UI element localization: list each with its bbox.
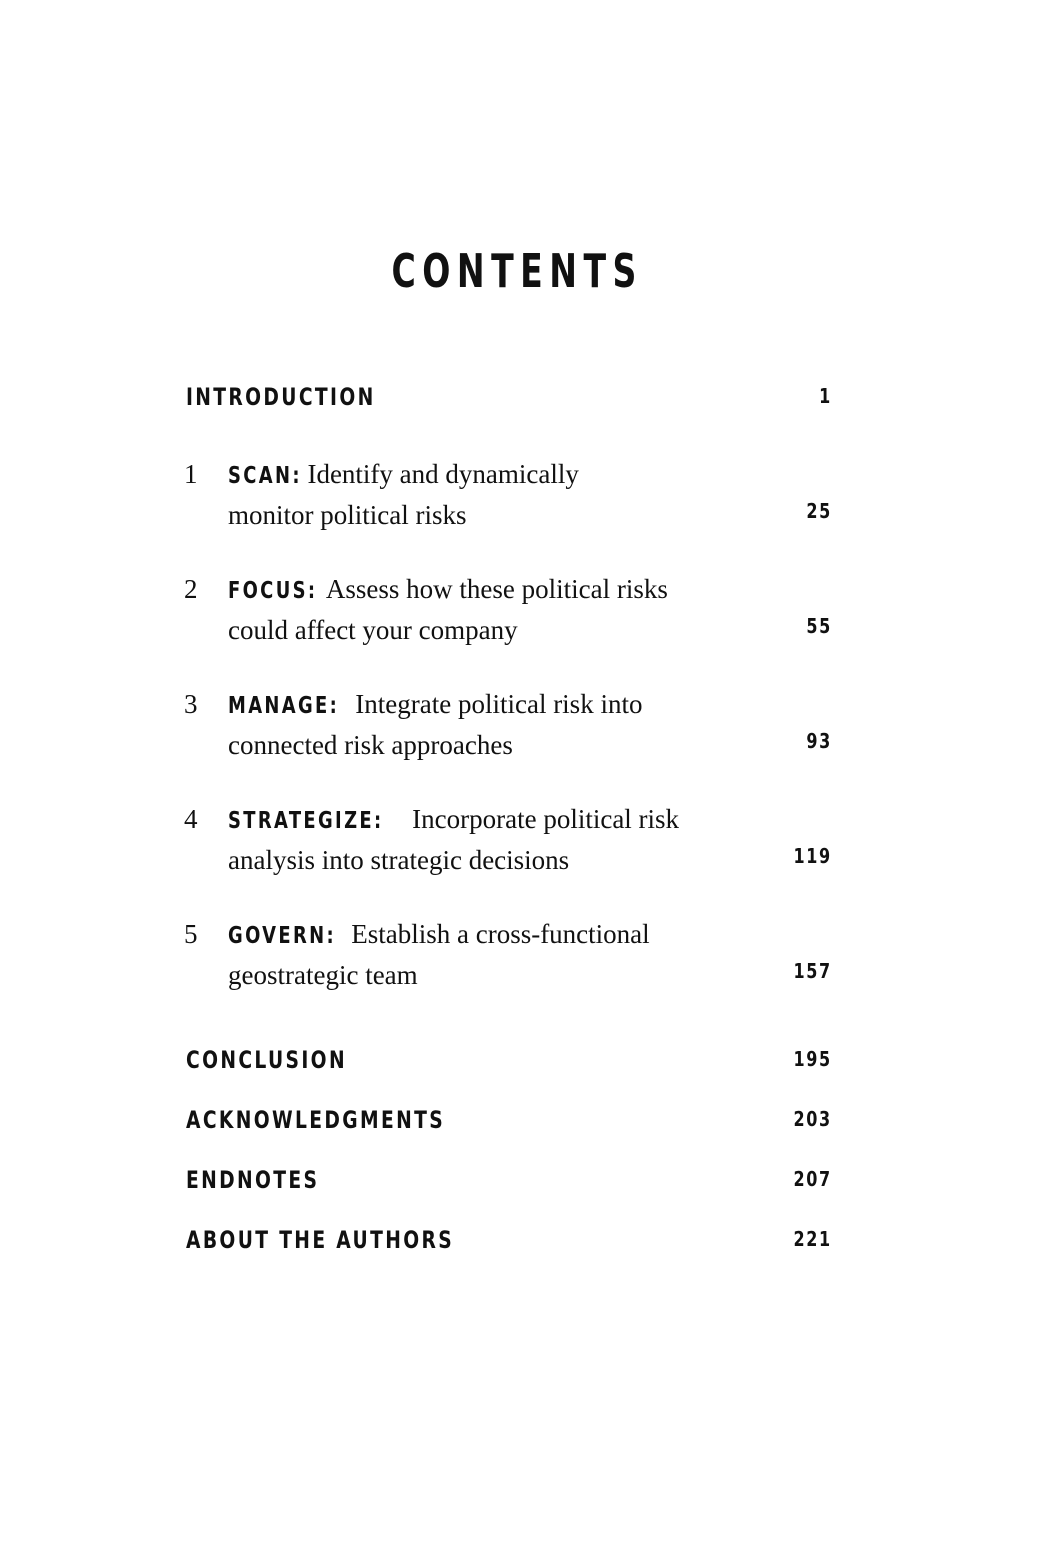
- toc-entry-label: ENDNOTES: [186, 1166, 320, 1194]
- toc-entry-page: 203: [793, 1107, 832, 1131]
- chapter-title-line1: Establish a cross-functional: [351, 919, 650, 949]
- chapter-page: 55: [806, 614, 832, 638]
- chapter-number: 4: [184, 804, 198, 834]
- chapter-text: [228, 455, 748, 535]
- page-title: CONTENTS: [391, 244, 643, 298]
- chapter-label: SCAN:: [228, 463, 302, 489]
- chapter-number: 5: [184, 919, 198, 949]
- toc-chapter-2[interactable]: [184, 570, 832, 650]
- toc-entry-label: ABOUT THE AUTHORS: [186, 1226, 455, 1254]
- chapter-title-line1: Incorporate political risk: [412, 804, 680, 834]
- chapter-page: 93: [806, 729, 832, 753]
- toc-chapter-3[interactable]: [184, 685, 832, 765]
- chapter-text: [228, 800, 748, 880]
- toc-entry-label: ACKNOWLEDGMENTS: [186, 1106, 446, 1134]
- chapter-number: 3: [184, 689, 198, 719]
- chapter-page: 119: [793, 844, 832, 868]
- toc-chapter-4[interactable]: [184, 800, 832, 880]
- toc-chapter-5[interactable]: [184, 915, 832, 995]
- toc-entry-page: 1: [819, 384, 832, 408]
- chapter-label: GOVERN:: [228, 923, 337, 949]
- toc-entry-page: 221: [793, 1227, 832, 1251]
- chapter-page: 157: [793, 959, 832, 983]
- toc-entry-label: INTRODUCTION: [186, 383, 376, 411]
- toc-entry-conclusion[interactable]: [186, 1043, 832, 1077]
- chapter-title-line2: connected risk approaches: [228, 730, 513, 760]
- chapter-page: 25: [806, 499, 832, 523]
- chapter-text: [228, 570, 748, 650]
- chapter-title-line2: monitor political risks: [228, 500, 467, 530]
- toc-entry-page: 195: [793, 1047, 832, 1071]
- chapter-title-line2: geostrategic team: [228, 960, 418, 990]
- chapter-title-line1: Identify and dynamically: [307, 459, 579, 489]
- chapter-number: 2: [184, 574, 198, 604]
- chapter-title-line2: analysis into strategic decisions: [228, 845, 570, 875]
- toc-entry-label: CONCLUSION: [186, 1046, 347, 1074]
- chapter-text: [228, 685, 748, 765]
- chapter-label: FOCUS:: [228, 578, 318, 604]
- toc-chapter-1[interactable]: [184, 455, 832, 535]
- toc-entry-acknowledgments[interactable]: [186, 1103, 832, 1137]
- chapter-number: 1: [184, 459, 198, 489]
- chapter-text: [228, 915, 748, 995]
- toc-entry-about-the-authors[interactable]: [186, 1223, 832, 1257]
- chapter-title-line1: Integrate political risk into: [355, 689, 643, 719]
- chapter-title-line1: Assess how these political risks: [325, 574, 668, 604]
- toc-entry-endnotes[interactable]: [186, 1163, 832, 1197]
- toc-entry-introduction[interactable]: [186, 380, 832, 414]
- chapter-title-line2: could affect your company: [228, 615, 518, 645]
- toc-entry-page: 207: [793, 1167, 832, 1191]
- chapter-label: MANAGE:: [228, 693, 340, 719]
- chapter-label: STRATEGIZE:: [228, 808, 384, 834]
